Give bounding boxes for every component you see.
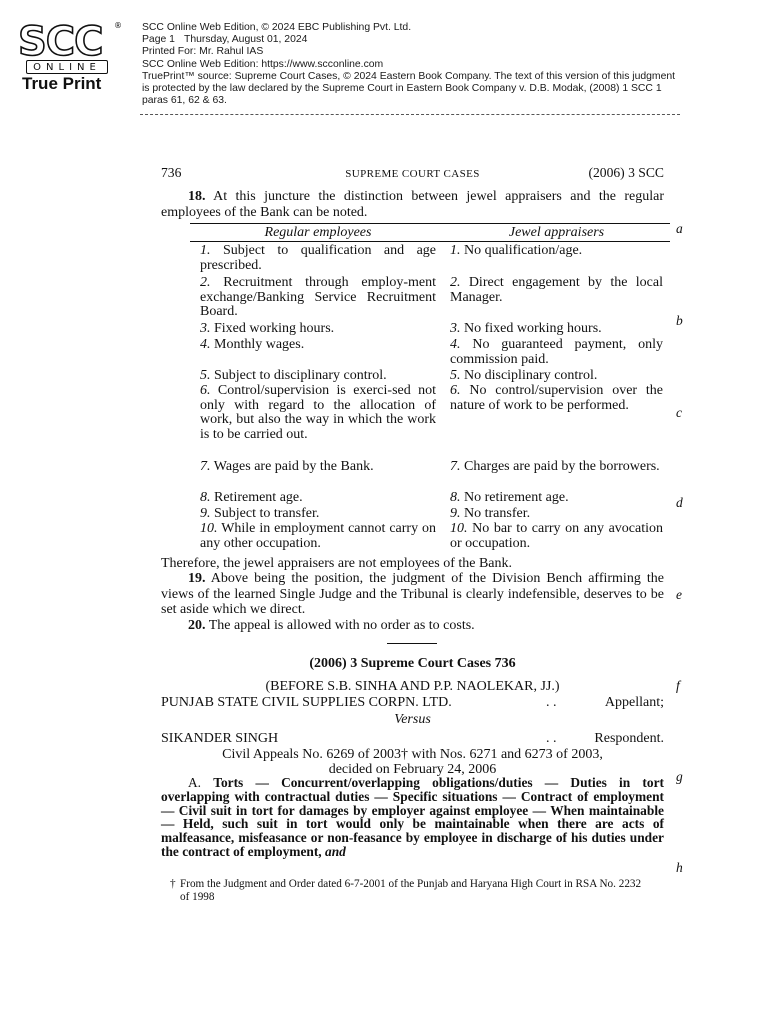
item-number: 9. xyxy=(450,506,461,521)
table-cell-regular: 6. Control/supervision is exerci-sed not only with regard to the allocation of work, but also the way in which the work is to be carried out. xyxy=(200,383,437,442)
table-cell-regular: 4. Monthly wages. xyxy=(200,337,305,352)
leader-dots: . . xyxy=(546,731,557,746)
table-cell-regular: 5. Subject to disciplinary control. xyxy=(200,368,387,383)
table-cell-regular: 7. Wages are paid by the Bank. xyxy=(200,459,374,474)
item-number: 4. xyxy=(450,337,461,352)
item-number: 4. xyxy=(200,337,211,352)
reporter-title: SUPREME COURT CASES xyxy=(345,168,480,180)
item-number: 7. xyxy=(450,459,461,474)
item-number: 6. xyxy=(450,383,461,398)
page-date-line xyxy=(142,34,682,46)
logo-online-box: ONLINE xyxy=(26,60,108,74)
trueprint-source: TruePrint™ source: Supreme Court Cases, © 2024 Eastern Book Company. The text of this version of this judgment is protected by the law declared by the Supreme Court in Eastern Book Company v. D.B. Modak, (2008) 1 SCC 1 paras 61, 62 & 63. xyxy=(142,70,676,107)
header-divider xyxy=(140,114,680,115)
table-top-rule xyxy=(190,223,670,224)
paragraph-20 xyxy=(161,618,664,634)
table-cell-regular: 10. While in employment cannot carry on any other occupation. xyxy=(200,521,437,551)
page-label: Page 1 xyxy=(142,34,175,46)
page-number: 736 xyxy=(161,165,182,180)
para-number: 18. xyxy=(188,189,206,204)
item-number: 9. xyxy=(200,506,211,521)
print-date: Thursday, August 01, 2024 xyxy=(184,34,308,46)
table-cell-regular: 3. Fixed working hours. xyxy=(200,321,335,336)
section-divider xyxy=(387,643,437,644)
leader-dots: . . xyxy=(546,695,557,710)
respondent-role: Respondent. xyxy=(594,731,664,746)
item-number: 7. xyxy=(200,459,211,474)
logo-brand: SCC xyxy=(18,19,103,65)
para-text: The appeal is allowed with no order as to costs. xyxy=(208,618,475,633)
conclusion-text: Therefore, the jewel appraisers are not employees of the Bank. xyxy=(161,556,513,571)
margin-letter: d xyxy=(676,495,683,510)
respondent-name: SIKANDER SINGH xyxy=(161,731,279,746)
margin-letter: a xyxy=(676,221,683,236)
margin-letter: e xyxy=(676,587,682,602)
item-number: 10. xyxy=(450,521,468,536)
appellant-name: PUNJAB STATE CIVIL SUPPLIES CORPN. LTD. xyxy=(161,695,452,710)
column-header-regular: Regular employees xyxy=(264,225,372,240)
item-number: 3. xyxy=(200,321,211,336)
table-cell-jewel: 9. No transfer. xyxy=(450,506,531,521)
para-text: Above being the position, the judgment of the Division Bench affirming the views of the learned Single Judge and the Tribunal is clearly indefensible, deserves to be set aside which we direct. xyxy=(161,571,664,617)
table-cell-regular: 1. Subject to qualification and age prescribed. xyxy=(200,243,437,273)
headnote-a xyxy=(161,776,664,859)
table-cell-jewel: 3. No fixed working hours. xyxy=(450,321,602,336)
decided-date: decided on February 24, 2006 xyxy=(328,762,497,777)
scc-online-logo xyxy=(18,19,122,102)
table-cell-jewel: 5. No disciplinary control. xyxy=(450,368,598,383)
item-number: 1. xyxy=(450,243,461,258)
para-text: At this juncture the distinction between jewel appraisers and the regular employees of the Bank can be noted. xyxy=(161,189,664,220)
paragraph-18 xyxy=(161,189,664,220)
headnote-text: Torts — Concurrent/overlapping obligations/duties — Duties in tort overlapping with contractual duties — Specific situations — Contract of employment — Civil suit in tort for damages by employer against employee — When maintainable — Held, such suit in tort would only be maintainable when there are acts of malfeasance, misfeasance or non-feasance by employee in discharge of his duties under the contract of employment, xyxy=(161,775,664,859)
margin-letter: c xyxy=(676,405,682,420)
print-header xyxy=(142,22,682,107)
bench: (BEFORE S.B. SINHA AND P.P. NAOLEKAR, JJ.) xyxy=(265,679,560,694)
para-number: 19. xyxy=(188,571,206,586)
para-number: 20. xyxy=(188,618,206,633)
versus: Versus xyxy=(394,712,431,727)
footnote-mark: † xyxy=(170,878,176,890)
column-header-jewel: Jewel appraisers xyxy=(508,225,605,240)
table-cell-jewel: 8. No retirement age. xyxy=(450,490,569,505)
headnote-letter: A. xyxy=(188,775,202,790)
margin-letter: f xyxy=(676,678,680,693)
margin-letter: h xyxy=(676,860,683,875)
table-cell-jewel: 4. No guaranteed payment, only commission paid. xyxy=(450,337,663,367)
civil-appeals: Civil Appeals No. 6269 of 2003† with Nos. 6271 and 6273 of 2003, xyxy=(222,747,603,762)
footnote-text: From the Judgment and Order dated 6-7-2001 of the Punjab and Haryana High Court in RSA No. 2232 of 1998 xyxy=(180,878,642,903)
margin-letter: g xyxy=(676,769,683,784)
table-cell-jewel: 2. Direct engagement by the local Manager. xyxy=(450,275,663,305)
table-header-rule xyxy=(190,241,670,242)
case-title: (2006) 3 Supreme Court Cases 736 xyxy=(309,656,516,671)
item-number: 1. xyxy=(200,243,211,258)
copyright-line: SCC Online Web Edition, © 2024 EBC Publishing Pvt. Ltd. xyxy=(142,22,412,33)
web-edition-url: SCC Online Web Edition: https://www.scconline.com xyxy=(142,58,384,70)
logo-true-print: True Print xyxy=(22,74,102,93)
printed-for: Printed For: Mr. Rahul IAS xyxy=(142,46,264,58)
table-cell-jewel: 1. No qualification/age. xyxy=(450,243,583,258)
registered-mark: ® xyxy=(114,21,122,30)
table-cell-jewel: 7. Charges are paid by the borrowers. xyxy=(450,459,660,474)
table-cell-jewel: 10. No bar to carry on any avocation or occupation. xyxy=(450,521,664,551)
item-number: 10. xyxy=(200,521,218,536)
item-number: 5. xyxy=(450,368,461,383)
appellant-role: Appellant; xyxy=(604,695,664,710)
paragraph-19 xyxy=(161,571,664,618)
item-number: 3. xyxy=(450,321,461,336)
table-cell-regular: 9. Subject to transfer. xyxy=(200,506,320,521)
item-number: 8. xyxy=(450,490,461,505)
headnote-tail: and xyxy=(325,843,346,859)
table-cell-regular: 8. Retirement age. xyxy=(200,490,303,505)
item-number: 2. xyxy=(200,275,211,290)
table-cell-regular: 2. Recruitment through employ-ment exchange/Banking Service Recruitment Board. xyxy=(200,275,436,320)
item-number: 5. xyxy=(200,368,211,383)
item-number: 2. xyxy=(450,275,461,290)
item-number: 6. xyxy=(200,383,211,398)
table-cell-jewel: 6. No control/supervision over the nature of work to be performed. xyxy=(450,383,663,413)
item-number: 8. xyxy=(200,490,211,505)
margin-letter: b xyxy=(676,313,683,328)
volume-citation: (2006) 3 SCC xyxy=(588,165,664,180)
